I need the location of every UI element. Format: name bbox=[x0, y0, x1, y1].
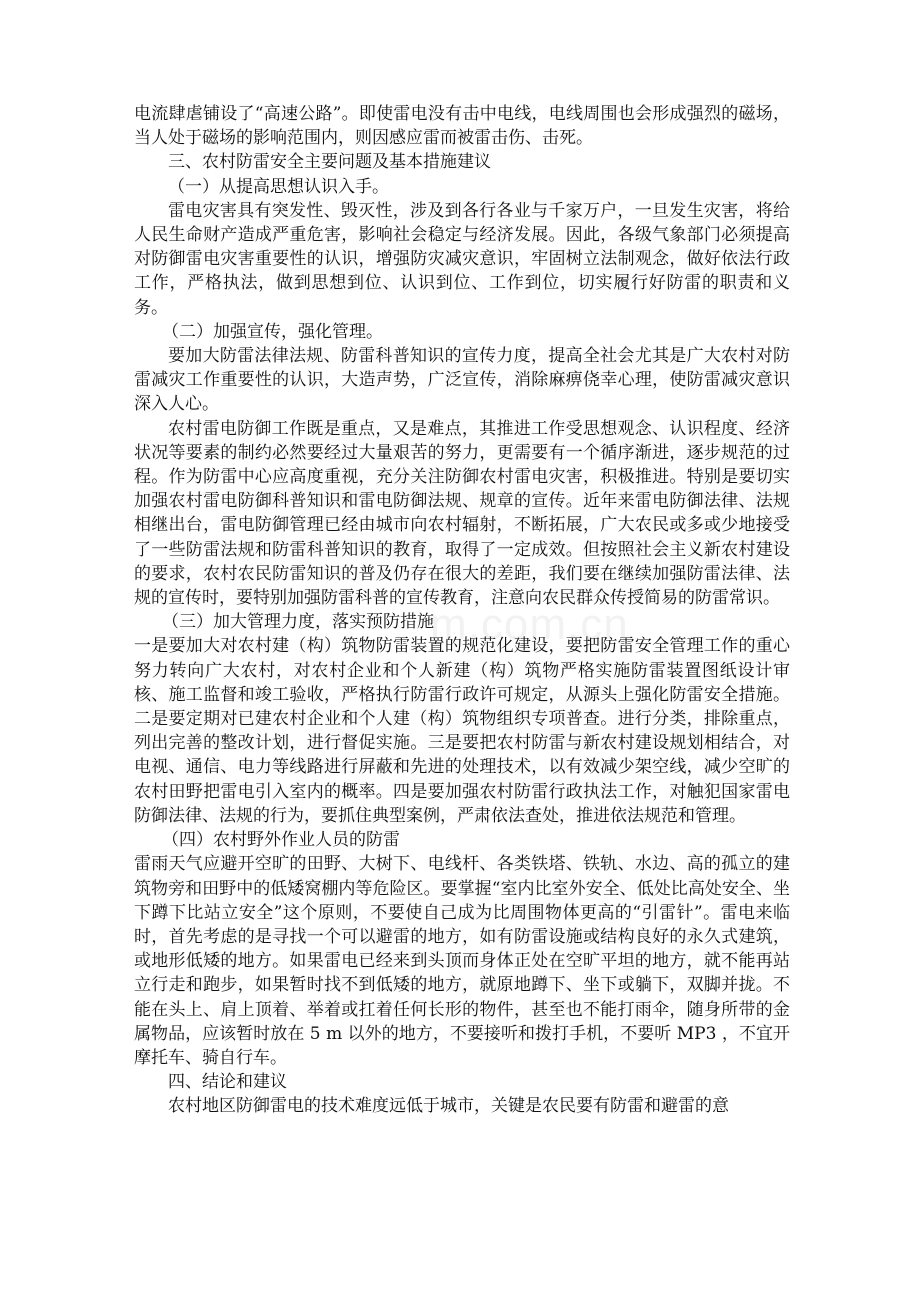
subsection-heading-3: （三）加大管理力度，落实预防措施 bbox=[162, 612, 435, 633]
paragraph-publicity: 要加大防雷法律法规、防雷科普知识的宣传力度，提高全社会尤其是广大农村对防雷减灾工作重要性的认识，大造声势，广泛宣传，消除麻痹侥幸心理，使防雷减灾意识深入人心。 bbox=[134, 346, 790, 415]
section-heading-4: 四、结论和建议 bbox=[168, 1072, 287, 1093]
paragraph-rural-work: 农村雷电防御工作既是重点，又是难点，其推进工作受思想观念、认识程度、经济状况等要素的制约必然要经过大量艰苦的努力，更需要有一个循序渐进，逐步规范的过程。作为防雷中心应高度重视，充分关注防御农村雷电灾害，积极推进。特别是要切实加强农村雷电防御科普知识和雷电防御法规、规章的宣传。近年来雷电防御法律、法规相继出台，雷电防御管理已经由城市向农村辐射，不断拓展，广大农民或多或少地接受了一些防雷法规和防雷科普知识的教育，取得了一定成效。但按照社会主义新农村建设的要求，农村农民防雷知识的普及仍存在很大的差距，我们要在继续加强防雷法律、法规的宣传时，要特别加强防雷科普的宣传教育，注意向农民群众传授简易的防雷常识。 bbox=[134, 418, 790, 609]
document-body bbox=[134, 102, 790, 1119]
paragraph-conclusion: 农村地区防御雷电的技术难度远低于城市，关键是农民要有防雷和避雷的意 bbox=[168, 1096, 729, 1117]
subsection-heading-4: （四）农村野外作业人员的防雷 bbox=[162, 830, 401, 851]
watermark: m.com.cn bbox=[430, 600, 629, 649]
paragraph-awareness: 雷电灾害具有突发性、毁灭性，涉及到各行各业与千家万户，一旦发生灾害，将给人民生命财产造成严重危害，影响社会稳定与经济发展。因此，各级气象部门必须提高对防御雷电灾害重要性的认识，增强防灾减灾意识，牢固树立法制观念，做好依法行政工作，严格执法，做到思想到位、认识到位、工作到位，切实履行好防雷的职责和义务。 bbox=[134, 200, 790, 318]
paragraph-field-safety: 雷雨天气应避开空旷的田野、大树下、电线杆、各类铁塔、铁轨、水边、高的孤立的建筑物旁和田野中的低矮窝棚内等危险区。要掌握“室内比室外安全、低处比高处安全、坐下蹲下比站立安全”这个原则，不要使自己成为比周围物体更高的“引雷针”。雷电来临时，首先考虑的是寻找一个可以避雷的地方，如有防雷设施或结构良好的永久式建筑，或地形低矮的地方。如果雷电已经来到头顶而身体正处在空旷平坦的地方，就不能再站立行走和跑步，如果暂时找不到低矮的地方，就原地蹲下、坐下或躺下，双脚并拢。不能在头上、肩上顶着、举着或扛着任何长形的物件，甚至也不能打雨伞，随身所带的金属物品，应该暂时放在 5 m 以外的地方，不要接听和拨打手机，不要听 MP3 ，不宜开摩托车、骑自行车。 bbox=[134, 854, 790, 1068]
subsection-heading-2: （二）加强宣传，强化管理。 bbox=[162, 321, 384, 342]
subsection-heading-1: （一）从提高思想认识入手。 bbox=[168, 176, 389, 197]
paragraph-management: 一是要加大对农村建（构）筑物防雷装置的规范化建设，要把防雷安全管理工作的重心努力转向广大农村，对农村企业和个人新建（构）筑物严格实施防雷装置图纸设计审核、施工监督和竣工验收，严格执行防雷行政许可规定，从源头上强化防雷安全措施。二是要定期对已建农村企业和个人建（构）筑物组织专项普查。进行分类，排除重点，列出完善的整改计划，进行督促实施。三是要把农村防雷与新农村建设规划相结合，对电视、通信、电力等线路进行屏蔽和先进的处理技术，以有效减少架空线，减少空旷的农村田野把雷电引入室内的概率。四是要加强农村防雷行政执法工作，对触犯国家雷电防御法律、法规的行为，要抓住典型案例，严肃依法查处，推进依法规范和管理。 bbox=[134, 636, 790, 826]
paragraph-continuation: 电流肆虐铺设了“高速公路”。即使雷电没有击中电线，电线周围也会形成强烈的磁场，当人处于磁场的影响范围内，则因感应雷而被雷击伤、击死。 bbox=[134, 104, 790, 149]
section-heading-3: 三、农村防雷安全主要问题及基本措施建议 bbox=[168, 152, 491, 173]
